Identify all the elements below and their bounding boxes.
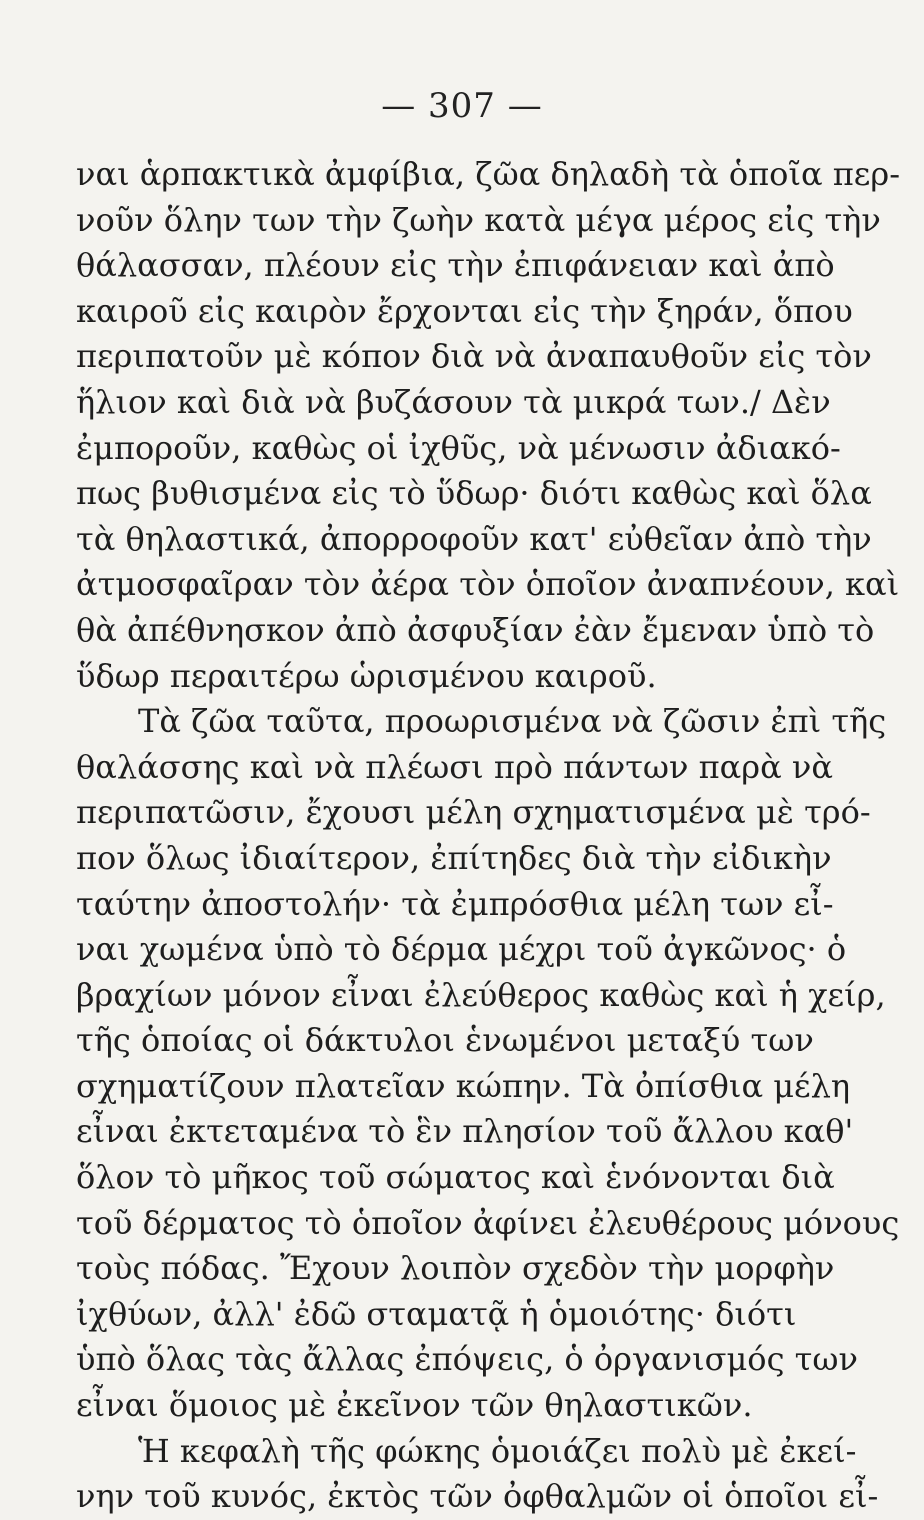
text-line: καιροῦ εἰς καιρὸν ἔρχονται εἰς τὴν ξηράν, ὅπου [76, 291, 853, 330]
text-line: Τὰ ζῶα ταῦτα, προωρισμένα νὰ ζῶσιν ἐπὶ τῆς [138, 702, 887, 741]
text-line: θαλάσσης καὶ νὰ πλέωσι πρὸ πάντων παρὰ νὰ [76, 747, 833, 786]
text-line: ἥλιον καὶ διὰ νὰ βυζάσουν τὰ μικρά των./ Δὲν [76, 382, 831, 421]
text-line: περιπατῶσιν, ἔχουσι μέλη σχηματισμένα μὲ τρό- [76, 793, 871, 832]
text-line: νοῦν ὅλην των τὴν ζωὴν κατὰ μέγα μέρος εἰς τὴν [76, 200, 881, 239]
text-line: ἀτμοσφαῖραν τὸν ἀέρα τὸν ὁποῖον ἀναπνέουν, καὶ [76, 565, 900, 604]
text-line: ἐμποροῦν, καθὼς οἱ ἰχθῦς, νὰ μένωσιν ἀδιακό- [76, 428, 841, 467]
text-line: εἶναι ἐκτεταμένα τὸ ἓν πλησίον τοῦ ἄλλου καθ' [76, 1112, 854, 1151]
text-line: βραχίων μόνον εἶναι ἐλεύθερος καθὼς καὶ ἡ χείρ, [76, 975, 886, 1014]
text-line: Ἡ κεφαλὴ τῆς φώκης ὁμοιάζει πολὺ μὲ ἐκεί- [138, 1431, 857, 1470]
text-line: ναι χωμένα ὑπὸ τὸ δέρμα μέχρι τοῦ ἀγκῶνος· ὁ [76, 930, 847, 969]
text-line: πως βυθισμένα εἰς τὸ ὕδωρ· διότι καθὼς καὶ ὅλα [76, 474, 872, 513]
text-line: πον ὅλως ἰδιαίτερον, ἐπίτηδες διὰ τὴν εἰδικὴν [76, 838, 832, 877]
text-line: ἰχθύων, ἀλλ' ἐδῶ σταματᾷ ἡ ὁμοιότης· διότι [76, 1294, 797, 1333]
text-line: σχηματίζουν πλατεῖαν κώπην. Τὰ ὀπίσθια μέλη [76, 1066, 851, 1105]
text-line: εἶναι ὅμοιος μὲ ἐκεῖνον τῶν θηλαστικῶν. [76, 1386, 753, 1425]
text-line: ταύτην ἀποστολήν· τὰ ἐμπρόσθια μέλη των εἶ- [76, 884, 834, 923]
text-line: ὅλον τὸ μῆκος τοῦ σώματος καὶ ἑνόνονται διὰ [76, 1158, 835, 1197]
text-line: τοῦ δέρματος τὸ ὁποῖον ἀφίνει ἐλευθέρους μόνους [76, 1203, 900, 1242]
text-line: περιπατοῦν μὲ κόπον διὰ νὰ ἀναπαυθοῦν εἰς τὸν [76, 337, 872, 376]
text-line: ὕδωρ περαιτέρω ὡρισμένου καιροῦ. [76, 656, 657, 695]
text-line: νην τοῦ κυνός, ἐκτὸς τῶν ὀφθαλμῶν οἱ ὁποῖοι εἶ- [76, 1477, 879, 1516]
text-line: θὰ ἀπέθνησκον ἀπὸ ἀσφυξίαν ἐὰν ἔμεναν ὑπὸ τὸ [76, 610, 875, 649]
page-number: — 307 — [381, 86, 543, 126]
text-line: τὰ θηλαστικά, ἀπορροφοῦν κατ' εὐθεῖαν ἀπὸ τὴν [76, 519, 872, 558]
text-line: τῆς ὁποίας οἱ δάκτυλοι ἑνωμένοι μεταξύ των [76, 1021, 814, 1060]
body-text [76, 152, 900, 1520]
text-line: ναι ἁρπακτικὰ ἀμφίβια, ζῶα δηλαδὴ τὰ ὁποῖα περ- [76, 155, 900, 193]
text-line: ὑπὸ ὅλας τὰς ἄλλας ἐπόψεις, ὁ ὀργανισμός των [76, 1340, 858, 1379]
text-line: θάλασσαν, πλέουν εἰς τὴν ἐπιφάνειαν καὶ ἀπὸ [76, 246, 835, 285]
text-line: τοὺς πόδας. Ἔχουν λοιπὸν σχεδὸν τὴν μορφὴν [76, 1249, 835, 1288]
